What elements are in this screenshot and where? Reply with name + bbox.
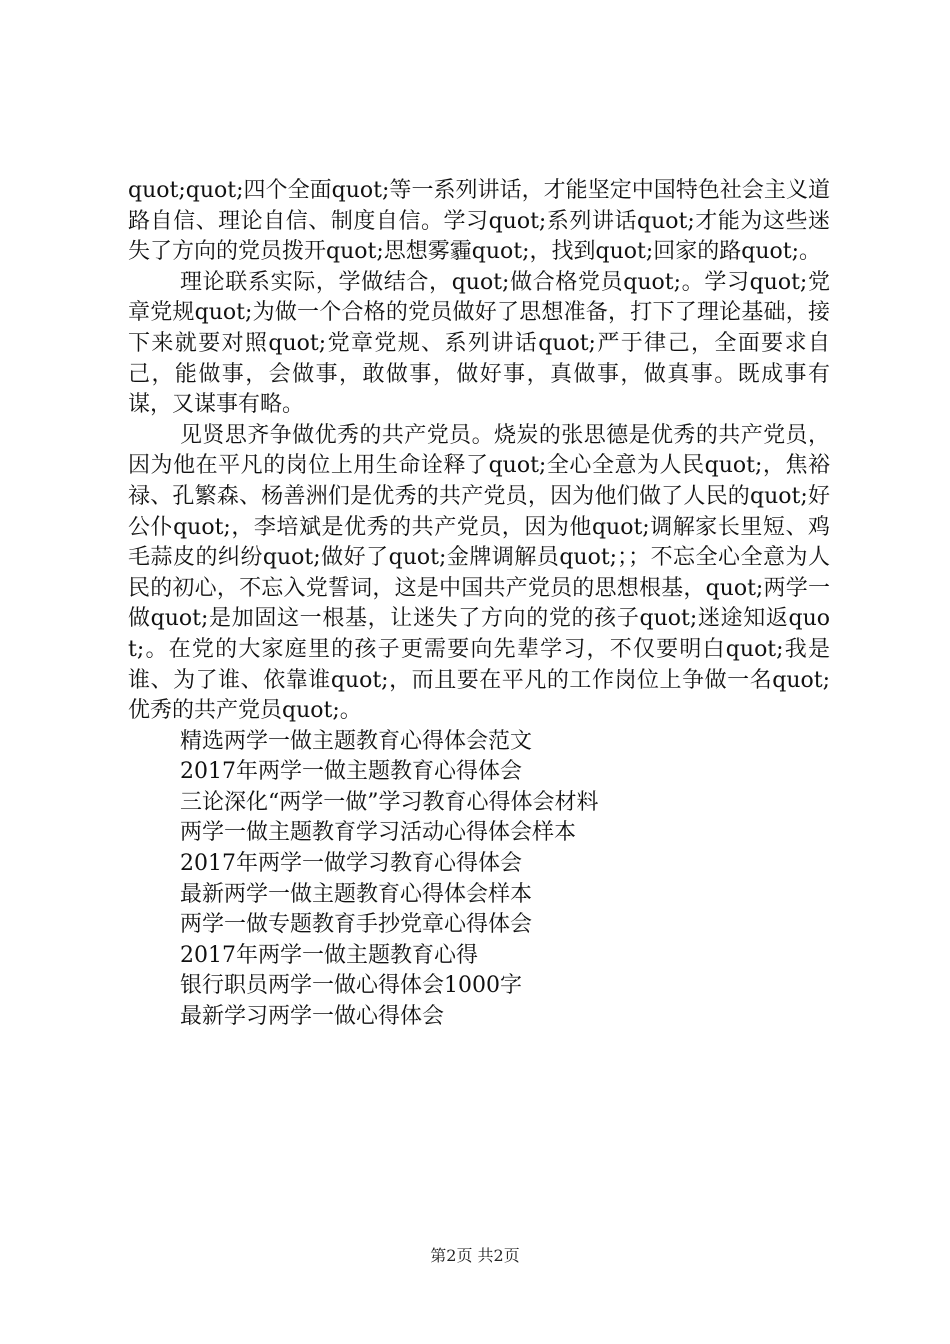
related-article-link[interactable]: 两学一做主题教育学习活动心得体会样本 <box>180 820 577 846</box>
related-articles-list <box>128 727 830 1033</box>
related-article-link[interactable]: 2017年两学一做学习教育心得体会 <box>180 851 522 877</box>
page-number-footer: 第2页 共2页 <box>430 1246 520 1265</box>
related-article-link[interactable]: 三论深化“两学一做”学习教育心得体会材料 <box>180 789 599 815</box>
related-article-link[interactable]: 最新学习两学一做心得体会 <box>180 1004 445 1030</box>
paragraph-1: quot;quot;四个全面quot;等一系列讲话，才能坚定中国特色社会主义道路自信、理论自信、制度自信。学习quot;系列讲话quot;才能为这些迷失了方向的党员拨开quot;思想雾霾quot;，找到quot;回家的路quot;。 <box>128 178 830 265</box>
document-body <box>128 176 830 1033</box>
related-article-link[interactable]: 2017年两学一做主题教育心得体会 <box>180 759 522 785</box>
paragraph-2: 理论联系实际，学做结合，quot;做合格党员quot;。学习quot;党章党规quot;为做一个合格的党员做好了思想准备，打下了理论基础，接下来就要对照quot;党章党规、系列讲话quot;严于律己，全面要求自己，能做事，会做事，敢做事，做好事，真做事，做真事。既成事有谋，又谋事有略。 <box>128 269 830 418</box>
related-article-link[interactable]: 最新两学一做主题教育心得体会样本 <box>180 881 533 907</box>
related-article-link[interactable]: 银行职员两学一做心得体会1000字 <box>180 973 522 999</box>
related-article-link[interactable]: 精选两学一做主题教育心得体会范文 <box>180 728 533 754</box>
related-article-link[interactable]: 两学一做专题教育手抄党章心得体会 <box>180 912 533 938</box>
paragraph-3: 见贤思齐争做优秀的共产党员。烧炭的张思德是优秀的共产党员，因为他在平凡的岗位上用生命诠释了quot;全心全意为人民quot;，焦裕禄、孔繁森、杨善洲们是优秀的共产党员，因为他们做了人民的quot;好公仆quot;，李培斌是优秀的共产党员，因为他quot;调解家长里短、鸡毛蒜皮的纠纷quot;做好了quot;金牌调解员quot;；；不忘全心全意为人民的初心，不忘入党誓词，这是中国共产党员的思想根基，quot;两学一做quot;是加固这一根基，让迷失了方向的党的孩子quot;迷途知返quot;。在党的大家庭里的孩子更需要向先辈学习，不仅要明白quot;我是谁、为了谁、依靠谁quot;，而且要在平凡的工作岗位上争做一名quot;优秀的共产党员quot;。 <box>128 422 830 724</box>
related-article-link[interactable]: 2017年两学一做主题教育心得 <box>180 942 478 968</box>
